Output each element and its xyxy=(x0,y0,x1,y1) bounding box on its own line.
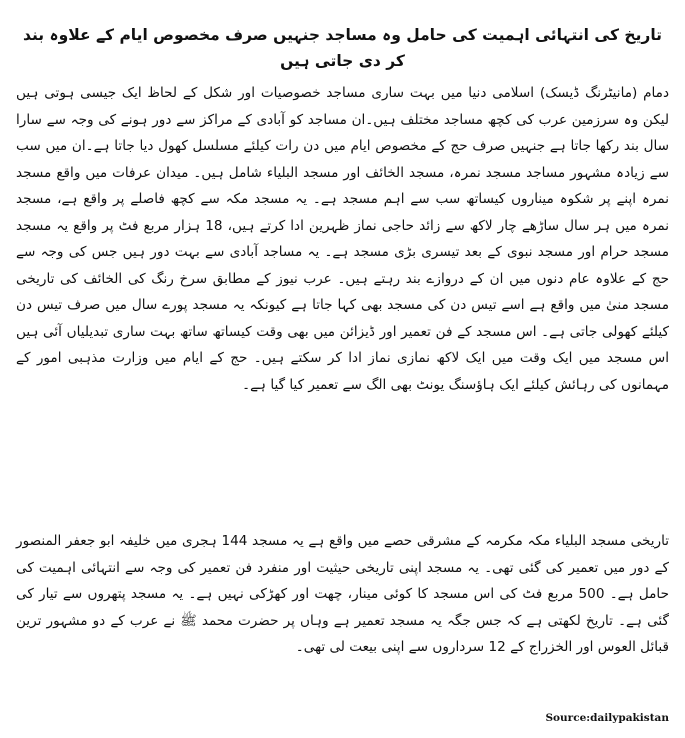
article-headline: تاریخ کی انتہائی اہمیت کی حامل وہ مساجد جنہیں صرف مخصوص ایام کے علاوہ بند کر دی جاتی ہیں xyxy=(22,26,662,70)
article-paragraph-2: تاریخی مسجد البلیاء مکہ مکرمہ کے مشرقی حصے میں واقع ہے یہ مسجد 144 ہجری میں خلیفہ ابو جعفر المنصور کے دور میں تعمیر کی گئی تھی۔ یہ مسجد اپنی تاریخی حیثیت اور منفرد فن تعمیر کی وجہ سے انتہائی اہمیت کی حامل ہے۔ 500 مربع فٹ کی اس مسجد کا کوئی مینار، چھت اور کھڑکی نہیں ہے۔ یہ مسجد پتھروں سے تیار کی گئی ہے۔ تاریخ لکھتی ہے کہ جس جگہ یہ مسجد تعمیر ہے وہاں پر حضرت محمد ﷺ نے عرب کے دو مشہور ترین قبائل العوس اور الخزراج کے 12 سرداروں سے اپنی بیعت لی تھی۔ xyxy=(16,533,669,655)
source-credit: Source:dailypakistan xyxy=(545,712,669,724)
article-paragraph-1: دمام (مانیٹرنگ ڈیسک) اسلامی دنیا میں بہت ساری مساجد خصوصیات اور شکل کے لحاظ ایک جیسی ہوتی ہیں لیکن وہ سرزمین عرب کی کچھ مساجد مختلف ہیں۔ان مساجد کو آبادی کے مراکز سے دور ہونے کی وجہ سے سارا سال بند رکھا جاتا ہے جنہیں صرف حج کے مخصوص ایام میں دن رات کیلئے مسلسل کھول دیا جاتا ہے۔ان میں سب سے زیادہ مشہور مساجد مسجد نمرہ، مسجد الخائف اور مسجد البلیاء شامل ہیں۔ میدان عرفات میں واقع مسجد نمرہ اپنے پر شکوہ میناروں کیساتھ سب سے اہم مسجد ہے۔ یہ مسجد مکہ سے کچھ فاصلے پر واقع ہے، مسجد نمرہ میں ہر سال ساڑھے چار لاکھ سے زائد حاجی نماز ظہرین ادا کرتے ہیں، 18 ہزار مربع فٹ پر واقع یہ مسجد مسجد حرام اور مسجد نبوی کے بعد تیسری بڑی مسجد ہے۔ یہ مساجد آبادی سے بہت دور ہیں جس کی وجہ سے حج کے علاوہ عام دنوں میں ان کے دروازے بند رہتے ہیں۔ عرب نیوز کے مطابق سرخ رنگ کی الخائف کی تاریخی مسجد منیٰ میں واقع ہے اسے تیس دن کی مسجد بھی کہا جاتا ہے کیونکہ یہ مسجد پورے سال میں صرف تیس دن کیلئے کھولی جاتی ہے۔ اس مسجد کے فن تعمیر اور ڈیزائن میں بھی وقت کیساتھ ساتھ بہت ساری تبدیلیاں آئی ہیں اس مسجد میں ایک وقت میں ایک لاکھ نمازی نماز ادا کر سکتے ہیں۔ حج کے ایام میں وزارت مذہبی امور کے مہمانوں کی رہائش کیلئے ایک ہاؤسنگ یونٹ بھی الگ سے تعمیر کیا گیا ہے۔ xyxy=(16,85,669,393)
